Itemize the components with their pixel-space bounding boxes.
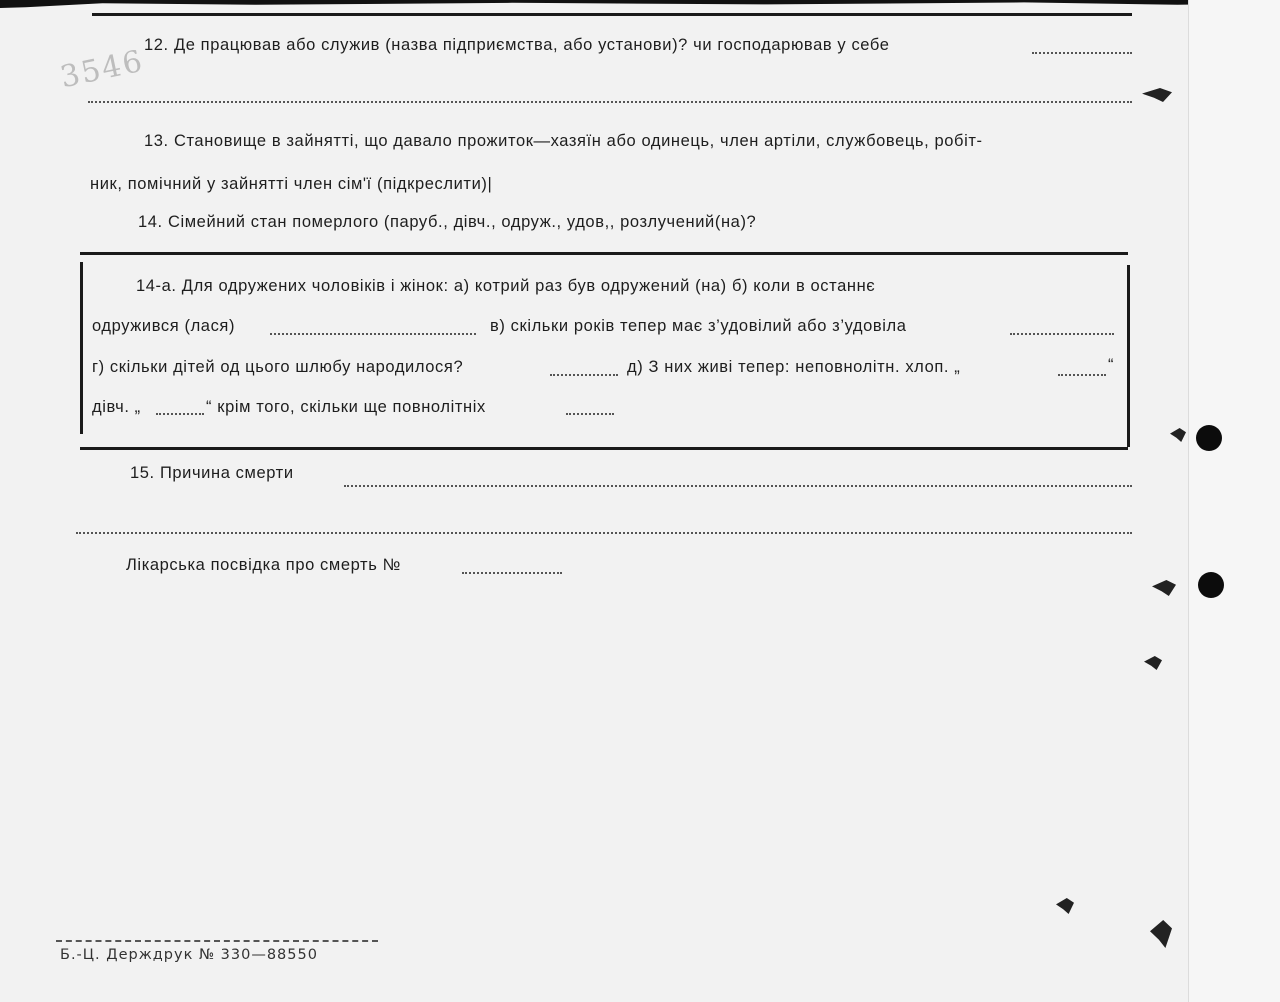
question-13 bbox=[144, 132, 983, 151]
medical-certificate-number-field[interactable] bbox=[462, 572, 562, 574]
paper-tear-mark bbox=[1150, 920, 1172, 948]
question-number: 13. bbox=[144, 132, 169, 150]
q14a-box-left-border bbox=[80, 262, 83, 434]
paper-tear-mark bbox=[1152, 580, 1176, 596]
question-text: Де працював або служив (назва підприємства, або установи)? чи господарював у себе bbox=[173, 36, 890, 54]
q15-cause-of-death-field-2[interactable] bbox=[76, 532, 1132, 534]
question-number: 12. bbox=[144, 36, 169, 54]
binding-margin bbox=[1189, 0, 1280, 1002]
paper-tear-mark bbox=[1144, 656, 1162, 670]
q15-cause-of-death-field-1[interactable] bbox=[344, 485, 1132, 487]
q14a-line3-label: г) скільки дітей од цього шлюбу народилося? bbox=[92, 358, 464, 376]
fold-line bbox=[1188, 0, 1189, 1002]
q14a-widowed-years-field[interactable] bbox=[1010, 333, 1114, 335]
q12-answer-field-1[interactable] bbox=[1032, 52, 1132, 54]
paper-tear-mark bbox=[1170, 428, 1186, 442]
medical-certificate-label: Лікарська посвідка про смерть № bbox=[126, 556, 401, 574]
question-14a bbox=[136, 277, 875, 296]
question-text-line1: Для одружених чоловіків і жінок: а) котрий раз був одружений (на) б) коли в останнє bbox=[181, 277, 876, 295]
q14a-married-when-field[interactable] bbox=[270, 333, 476, 335]
q14a-line2b-label: в) скільки років тепер має з’удовілий або з’удовіла bbox=[490, 317, 907, 335]
question-13-line2: ник, помічний у зайнятті член сім'ї (підкреслити)| bbox=[90, 175, 493, 193]
question-12 bbox=[144, 36, 890, 55]
q12-answer-field-2[interactable] bbox=[88, 101, 1132, 103]
q14a-line2-label: одружився (лася) bbox=[92, 317, 236, 335]
closing-quote: “ bbox=[1108, 356, 1115, 374]
handwritten-mark: 3546 bbox=[57, 43, 148, 96]
q14a-children-born-field[interactable] bbox=[550, 374, 618, 376]
question-15 bbox=[130, 464, 294, 483]
scan-top-edge bbox=[0, 0, 1280, 8]
footer-rule bbox=[56, 940, 378, 942]
paper-tear-mark bbox=[1056, 898, 1074, 914]
q14a-minor-girls-field[interactable] bbox=[156, 413, 204, 415]
q14a-adults-field[interactable] bbox=[566, 413, 614, 415]
q14a-box-right-border bbox=[1127, 265, 1130, 447]
question-number: 14. bbox=[138, 213, 163, 231]
paper-tear-mark bbox=[1142, 88, 1172, 102]
q14a-line4-label: дівч. „ bbox=[92, 398, 141, 416]
q14a-minor-boys-field[interactable] bbox=[1058, 374, 1106, 376]
punch-hole bbox=[1196, 425, 1222, 451]
q14a-line4b-label: “ крім того, скільки ще повнолітніх bbox=[206, 398, 486, 416]
question-number: 15. bbox=[130, 464, 155, 482]
question-text-line1: Становище в зайнятті, що давало прожиток—хазяїн або одинець, член артіли, службовець, робіт- bbox=[173, 132, 983, 150]
question-number: 14-а. bbox=[136, 277, 177, 295]
question-14 bbox=[138, 213, 756, 232]
top-rule bbox=[92, 13, 1132, 16]
printer-imprint: Б.-Ц. Держдрук № 330—88550 bbox=[60, 947, 318, 963]
q14a-line3b-label: д) З них живі тепер: неповнолітн. хлоп. „ bbox=[627, 358, 961, 376]
question-text: Сімейний стан померлого (паруб., дівч., одруж., удов,, розлучений(на)? bbox=[167, 213, 757, 231]
punch-hole bbox=[1198, 572, 1224, 598]
question-text: Причина смерти bbox=[159, 464, 294, 482]
